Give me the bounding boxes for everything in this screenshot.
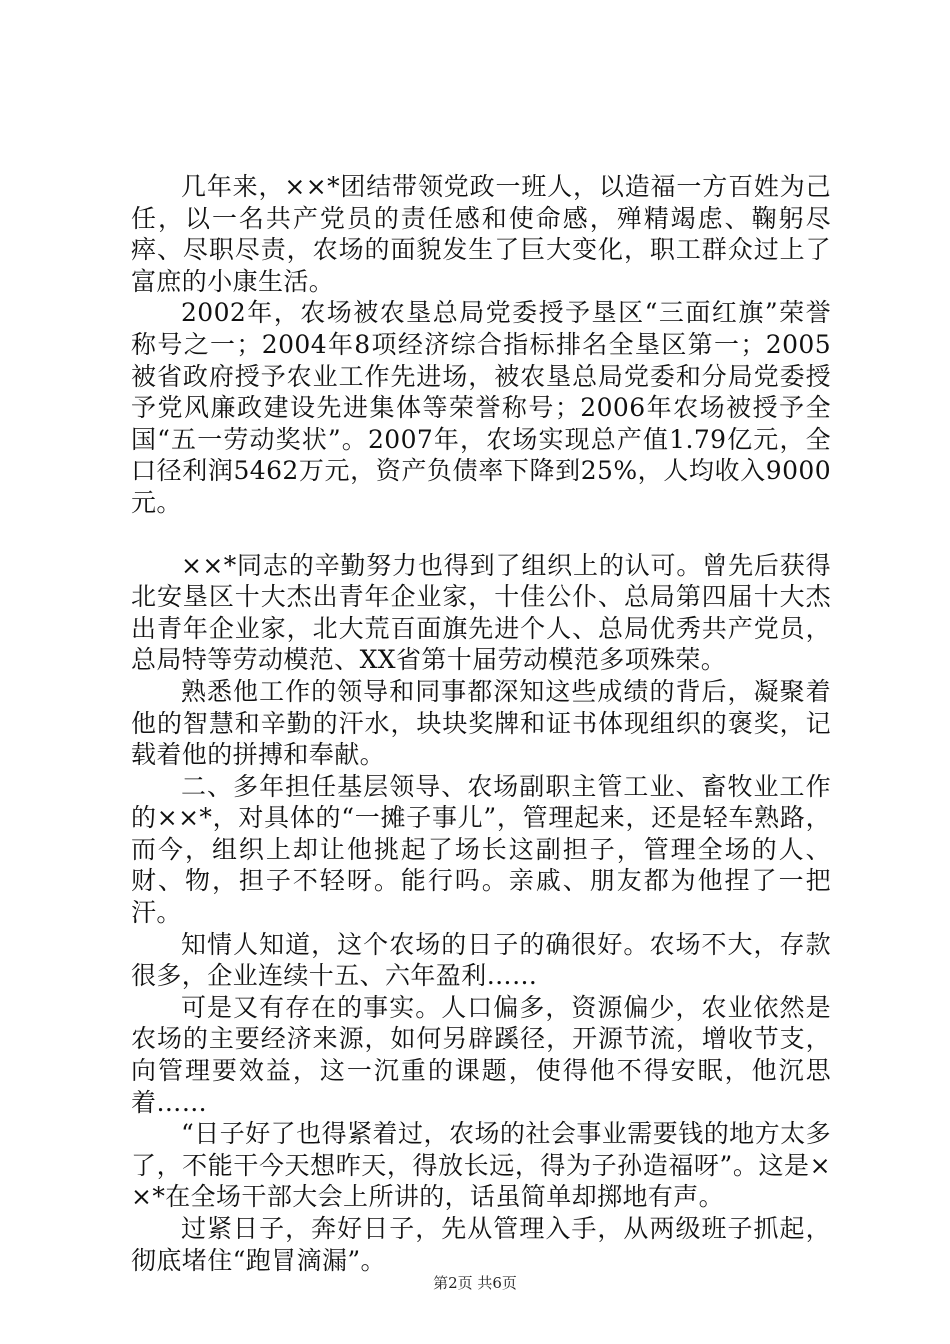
paragraph-2: 2002年，农场被农垦总局党委授予垦区“三面红旗”荣誉称号之一；2004年8项经济综合指标排名全垦区第一；2005被省政府授予农业工作先进场，被农垦总局党委和分局党委授予党风廉政建设先进集体等荣誉称号；2006年农场被授予全国“五一劳动奖状”。2007年，农场实现总产值1.79亿元，全口径利润5462万元，资产负债率下降到25%，人均收入9000元。 — [131, 298, 831, 517]
paragraph-7: 可是又有存在的事实。人口偏多，资源偏少，农业依然是农场的主要经济来源，如何另辟蹊径，开源节流，增收节支，向管理要效益，这一沉重的课题，使得他不得安眠，他沉思着…… — [131, 992, 831, 1117]
paragraph-9: 过紧日子，奔好日子，先从管理入手，从两级班子抓起，彻底堵住“跑冒滴漏”。 — [131, 1214, 831, 1275]
paragraph-4: 熟悉他工作的领导和同事都深知这些成绩的背后，凝聚着他的智慧和辛勤的汗水，块块奖牌和证书体现组织的褒奖，记载着他的拼搏和奉献。 — [131, 676, 831, 770]
page-number-footer: 第2页 共6页 — [433, 1274, 517, 1292]
paragraph-1: 几年来，××*团结带领党政一班人，以造福一方百姓为己任，以一名共产党员的责任感和使命感，殚精竭虑、鞠躬尽瘁、尽职尽责，农场的面貌发生了巨大变化，职工群众过上了富庶的小康生活。 — [131, 172, 831, 296]
document-body — [131, 171, 831, 1276]
paragraph-3: ××*同志的辛勤努力也得到了组织上的认可。曾先后获得北安垦区十大杰出青年企业家，十佳公仆、总局第四届十大杰出青年企业家，北大荒百面旗先进个人、总局优秀共产党员，总局特等劳动模范、XX省第十届劳动模范多项殊荣。 — [131, 550, 831, 675]
paragraph-6: 知情人知道，这个农场的日子的确很好。农场不大，存款很多，企业连续十五、六年盈利…… — [131, 929, 831, 991]
paragraph-5: 二、多年担任基层领导、农场副职主管工业、畜牧业工作的××*，对具体的“一摊子事儿”，管理起来，还是轻车熟路，而今，组织上却让他挑起了场长这副担子，管理全场的人、财、物，担子不轻呀。能行吗。亲戚、朋友都为他捏了一把汗。 — [131, 771, 831, 928]
paragraph-8: “日子好了也得紧着过，农场的社会事业需要钱的地方太多了，不能干今天想昨天，得放长远，得为子孙造福呀”。这是××*在全场干部大会上所讲的，话虽简单却掷地有声。 — [131, 1119, 831, 1212]
